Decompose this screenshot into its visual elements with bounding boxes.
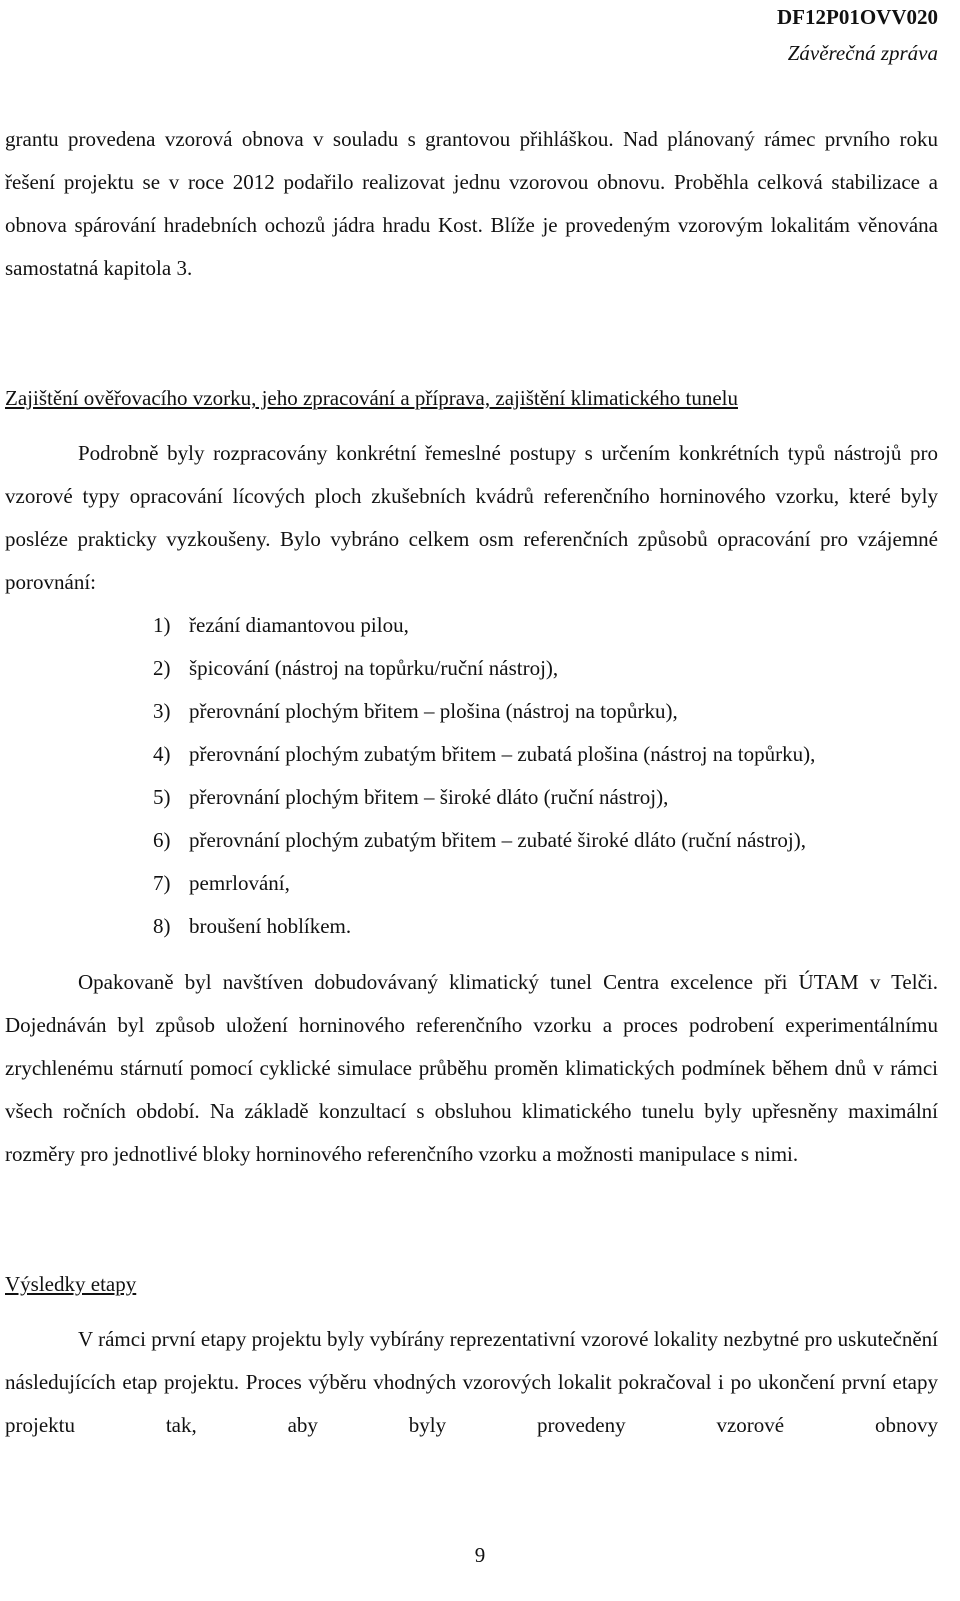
- list-item: 1) řezání diamantovou pilou,: [153, 613, 409, 637]
- paragraph-procedures: Podrobně byly rozpracovány konkrétní řemeslné postupy s určením konkrétních typů nástrojů pro vzorové typy opracování lícových ploch zkušebních kvádrů referenčního horninového vzorku, které byly posléze prakticky vyzkoušeny. Bylo vybráno celkem osm referenčních způsobů opracování pro vzájemné porovnání:: [5, 441, 938, 594]
- document-code: DF12P01OVV020: [777, 5, 938, 29]
- list-item: 7) pemrlování,: [153, 871, 290, 895]
- paragraph-climatic-tunnel: Opakovaně byl navštíven dobudovávaný klimatický tunel Centra excelence při ÚTAM v Telči. Dojednáván byl způsob uložení horninového referenčního vzorku a proces podrobení experimentálnímu zrychlenému stárnutí pomocí cyklické simulace průběhu proměn klimatických podmínek během dnů v rámci všech ročních období. Na základě konzultací s obsluhou klimatického tunelu byly upřesněny maximální rozměry pro jednotlivé bloky horninového referenčního vzorku a možnosti manipulace s nimi.: [5, 970, 938, 1166]
- paragraph-results: V rámci první etapy projektu byly vybírány reprezentativní vzorové lokality nezbytné pro uskutečnění následujících etap projektu. Proces výběru vhodných vzorových lokalit pokračoval i po ukončení první etapy projektu tak, aby byly provedeny vzorové obnovy: [5, 1327, 938, 1437]
- intro-paragraph: grantu provedena vzorová obnova v souladu s grantovou přihláškou. Nad plánovaný rámec prvního roku řešení projektu se v roce 2012 podařilo realizovat jednu vzorovou obnovu. Proběhla celková stabilizace a obnova spárování hradebních ochozů jádra hradu Kost. Blíže je provedeným vzorovým lokalitám věnována samostatná kapitola 3.: [5, 127, 938, 280]
- page-number: 9: [474, 1543, 486, 1567]
- list-item: 2) špicování (nástroj na topůrku/ruční nástroj),: [153, 656, 559, 680]
- treatment-methods-list: [5, 604, 938, 948]
- section-heading-sample: Zajištění ověřovacího vzorku, jeho zpracování a příprava, zajištění klimatického tunelu: [5, 386, 738, 410]
- section-heading-results: Výsledky etapy: [5, 1272, 137, 1296]
- page-header: [777, 2, 938, 68]
- list-item: 5) přerovnání plochým břitem – široké dláto (ruční nástroj),: [153, 785, 669, 809]
- list-item: 4) přerovnání plochým zubatým břitem – zubatá plošina (nástroj na topůrku),: [153, 742, 816, 766]
- document-subtitle: Závěrečná zpráva: [787, 41, 938, 65]
- page-content: [5, 118, 938, 1447]
- list-item: 6) přerovnání plochým zubatým břitem – zubaté široké dláto (ruční nástroj),: [153, 828, 806, 852]
- list-item: 3) přerovnání plochým břitem – plošina (nástroj na topůrku),: [153, 699, 678, 723]
- list-item: 8) broušení hoblíkem.: [153, 914, 352, 938]
